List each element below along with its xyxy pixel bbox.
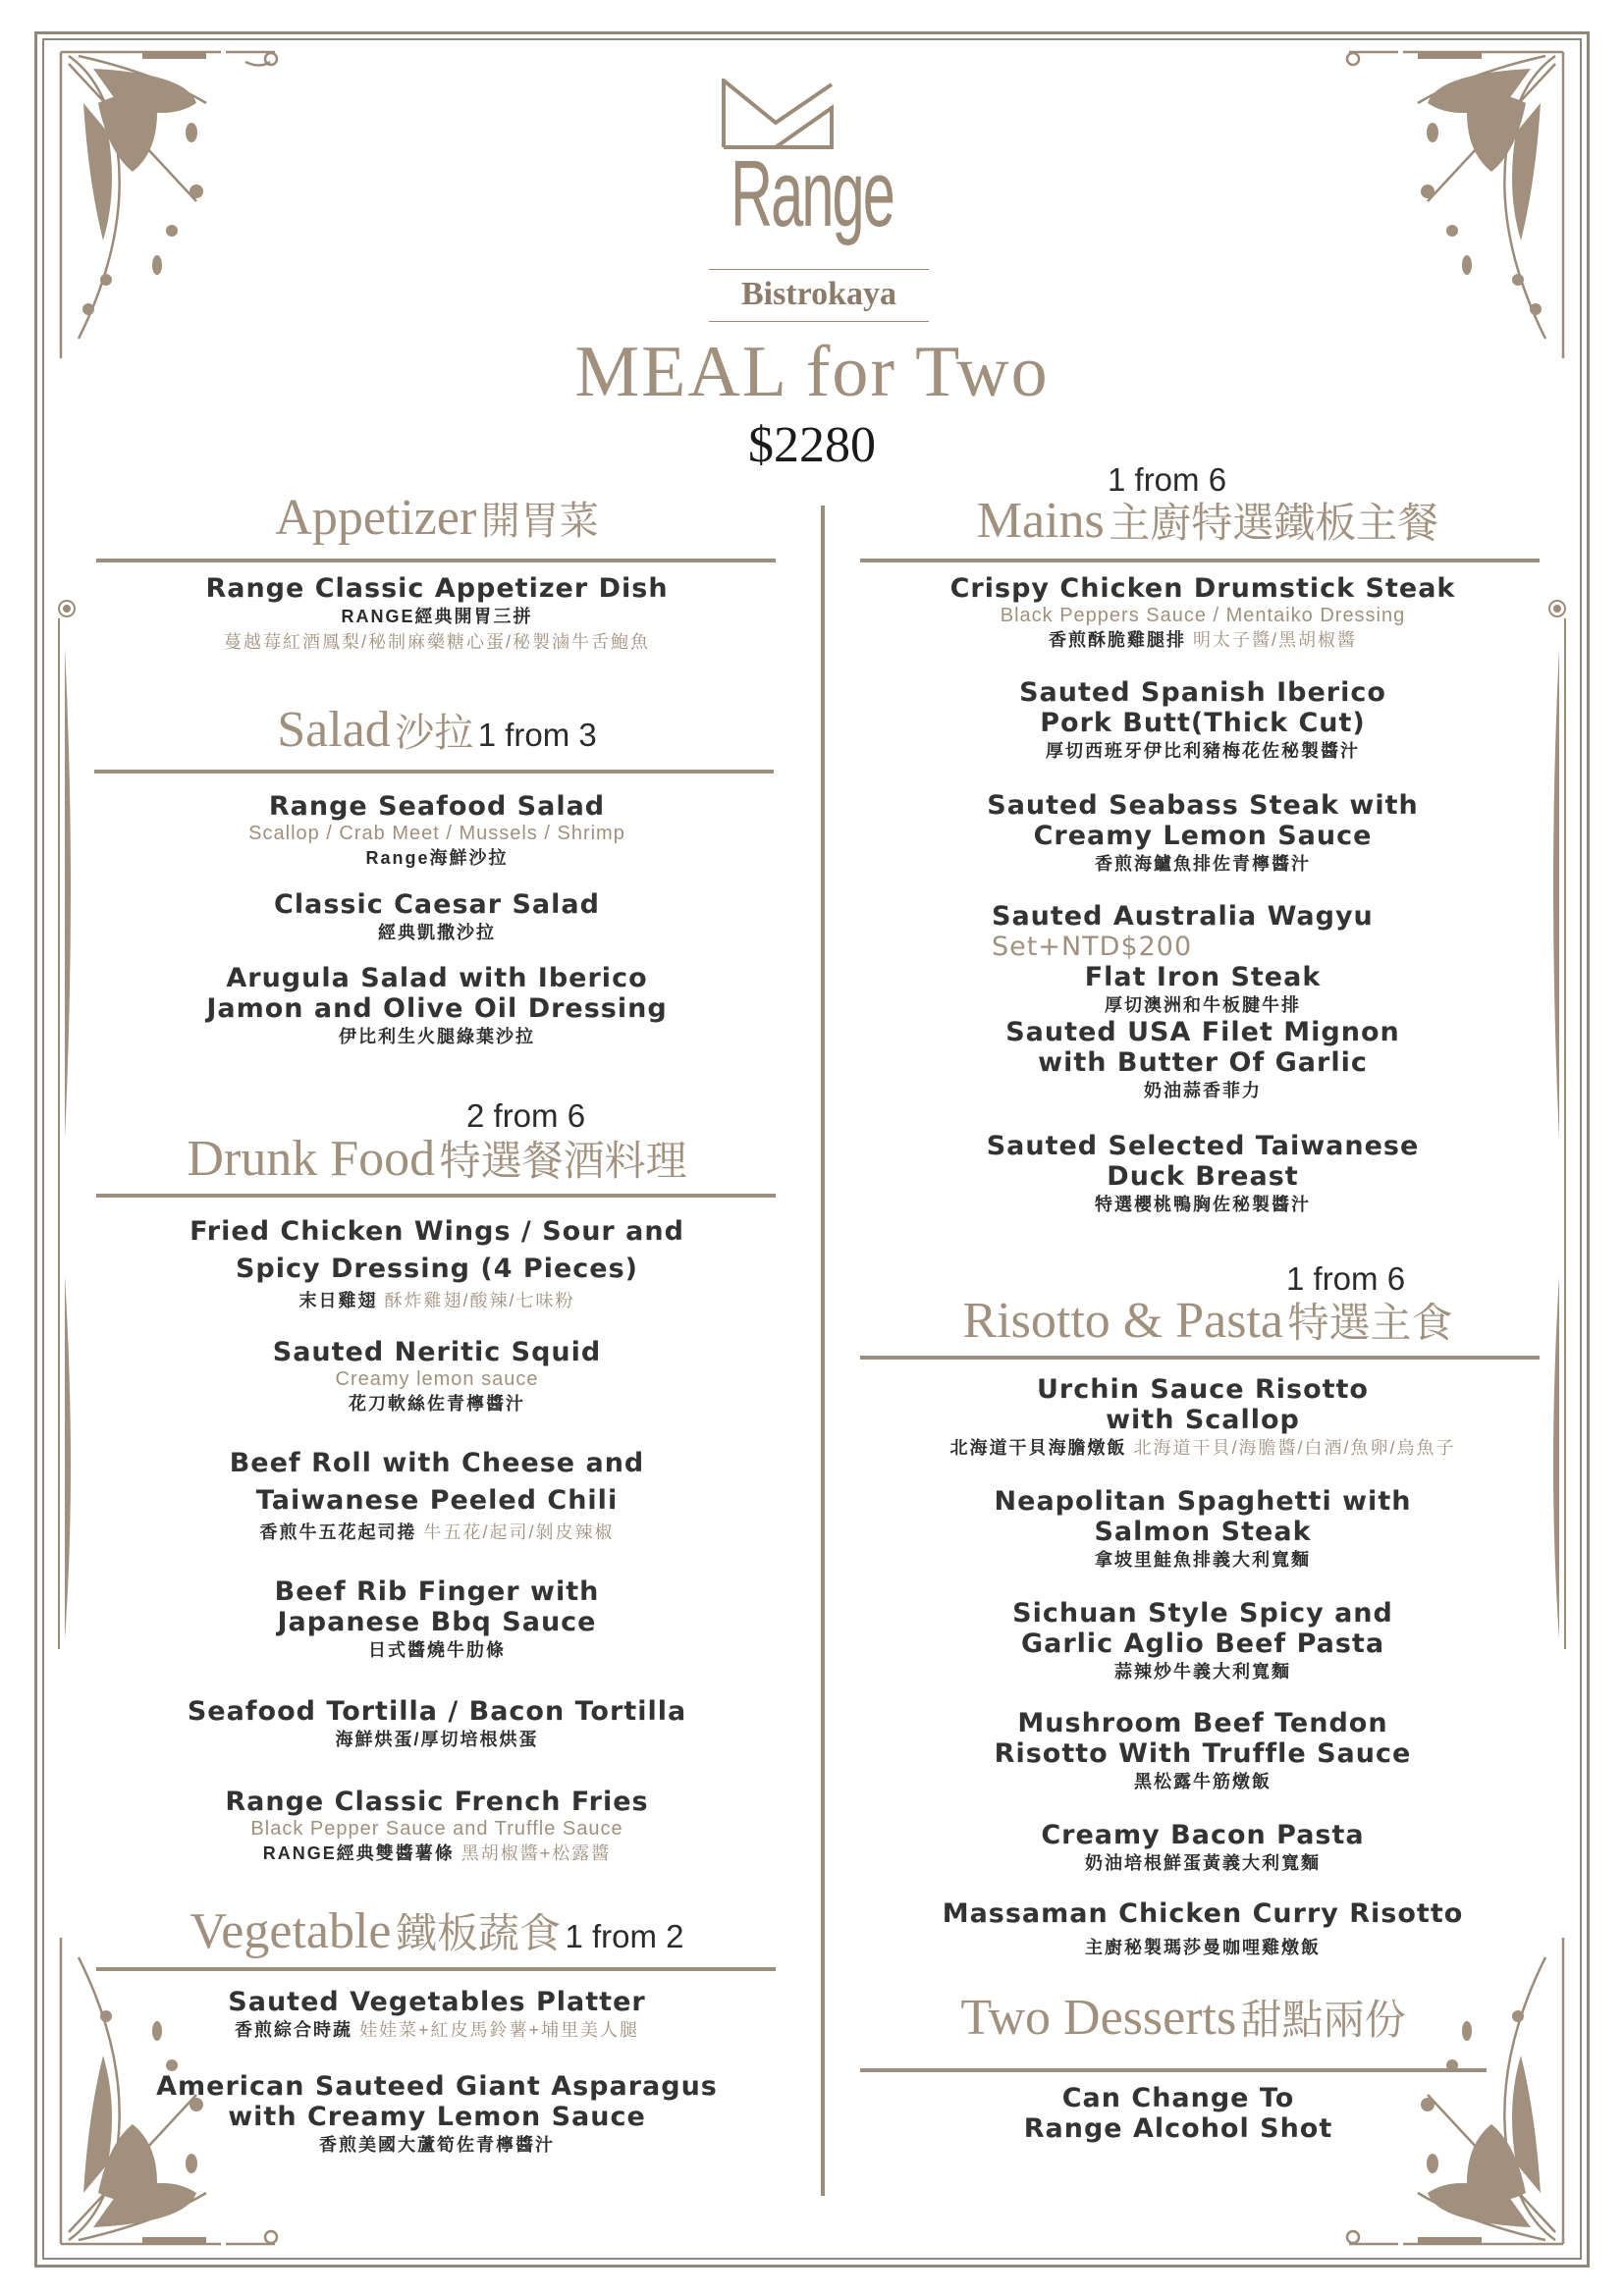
item-note: Black Pepper Sauce and Truffle Sauce — [250, 1818, 623, 1840]
section-title-zh: 開胃菜 — [480, 499, 599, 543]
item-name-zh: 厚切西班牙伊比利豬梅花佐秘製醬汁 — [1046, 741, 1360, 761]
item-name: Sauted Vegetables Platter — [228, 1987, 646, 2017]
item-name: Sichuan Style Spicy and — [1012, 1598, 1393, 1629]
item-name-line2: Taiwanese Peeled Chili — [255, 1485, 619, 1516]
item-name-line2: Garlic Aglio Beef Pasta — [1020, 1629, 1385, 1659]
section-rule — [96, 559, 776, 562]
menu-item — [98, 2071, 776, 2158]
item-name: Sauted Selected Taiwanese — [986, 1131, 1420, 1161]
section-rule — [96, 1194, 776, 1198]
item-name: Can Change To — [1061, 2083, 1295, 2113]
item-name-line2: with Scallop — [1106, 1405, 1300, 1435]
section-title-zh: 鐵板蔬食 — [395, 1912, 561, 1957]
item-ingredients-zh: 牛五花/起司/剝皮辣椒 — [423, 1522, 615, 1542]
item-note: Black Peppers Sauce / Mentaiko Dressing — [1000, 605, 1406, 626]
item-name-line2: Pork Butt(Thick Cut) — [1040, 708, 1366, 738]
section-title: Drunk Food — [187, 1131, 436, 1187]
item-name: Range Classic Appetizer Dish — [205, 573, 669, 604]
section-title: Vegetable — [189, 1903, 392, 1959]
section-rule — [860, 2068, 1487, 2072]
item-name-zh: 海鮮烘蛋/厚切培根烘蛋 — [335, 1730, 539, 1749]
section-choice-count: 2 from 6 — [466, 1097, 586, 1134]
menu-item — [864, 1820, 1542, 1876]
section-title-zh: 特選主食 — [1287, 1302, 1453, 1347]
menu-item — [98, 1576, 776, 1663]
menu-item — [98, 1987, 776, 2043]
item-name-line2: Spicy Dressing (4 Pieces) — [235, 1254, 639, 1284]
item-sauces-zh: 明太子醬/黑胡椒醬 — [1193, 630, 1358, 650]
section-drunk-food-heading — [98, 1131, 776, 1187]
menu-item — [864, 573, 1542, 653]
set-price: $2280 — [748, 417, 876, 473]
item-name-zh: RANGE經典雙醬薯條 — [262, 1843, 455, 1863]
section-title: Appetizer — [275, 490, 477, 546]
menu-item — [854, 1374, 1551, 1461]
section-title: Mains — [976, 493, 1105, 549]
section-title-zh: 沙拉 — [395, 711, 474, 755]
section-choice-count: 1 from 3 — [477, 717, 597, 753]
item-name-line2: Salmon Steak — [1094, 1517, 1312, 1547]
item-name-zh: 香煎酥脆雞腿排 — [1048, 630, 1186, 650]
item-ingredients-zh: 酥炸雞翅/酸辣/七味粉 — [384, 1291, 575, 1310]
corner-ornament-icon — [49, 44, 285, 378]
section-title-zh: 特選餐酒料理 — [439, 1140, 687, 1185]
item-note-zh: 蔓越莓紅酒鳳梨/秘制麻藥糖心蛋/秘製滷牛舌鮑魚 — [224, 632, 650, 652]
item-name-zh: 拿坡里鮭魚排義大利寬麵 — [1095, 1550, 1311, 1570]
item-name: Seafood Tortilla / Bacon Tortilla — [187, 1696, 687, 1727]
section-title: Risotto & Pasta — [962, 1293, 1283, 1349]
item-note: Scallop / Crab Meet / Mussels / Shrimp — [248, 823, 625, 844]
item-name-zh: 香煎美國大蘆筍佐青檸醬汁 — [319, 2135, 555, 2155]
item-name-zh: 經典凱撒沙拉 — [378, 923, 496, 942]
section-rule — [96, 1967, 776, 1971]
item-name: American Sauteed Giant Asparagus — [156, 2071, 718, 2102]
menu-item — [98, 791, 776, 871]
item-name: Fried Chicken Wings / Sour and — [189, 1216, 684, 1247]
item-name-line2: Duck Breast — [1107, 1161, 1299, 1192]
item-name: Neapolitan Spaghetti with — [994, 1486, 1412, 1517]
menu-item — [864, 1017, 1542, 1103]
section-choice-count: 1 from 6 — [1286, 1260, 1406, 1297]
menu-item — [98, 1696, 776, 1752]
item-name-zh: RANGE經典開胃三拼 — [341, 607, 533, 626]
item-name-zh: 末日雞翅 — [298, 1291, 378, 1310]
item-name-line2: Risotto With Truffle Sauce — [994, 1738, 1412, 1769]
item-name: Beef Rib Finger with — [274, 1576, 600, 1607]
item-name-zh: 奶油培根鮮蛋黃義大利寬麵 — [1085, 1853, 1321, 1873]
section-choice-count: 1 from 6 — [1108, 461, 1227, 498]
item-name-line2: with Butter Of Garlic — [1038, 1047, 1368, 1078]
item-name-zh: 厚切澳洲和牛板腱牛排 — [1105, 995, 1301, 1015]
item-sauces-zh: 黑胡椒醬+松露醬 — [460, 1843, 612, 1863]
menu-item — [98, 963, 776, 1049]
item-name: Sauted Australia Wagyu — [992, 901, 1374, 932]
item-name-zh: 花刀軟絲佐青檸醬汁 — [349, 1394, 525, 1414]
section-desserts-heading — [869, 1990, 1497, 2046]
item-name: Crispy Chicken Drumstick Steak — [949, 573, 1456, 604]
page-title: MEAL for Two — [574, 332, 1050, 412]
item-name: Range Seafood Salad — [268, 791, 606, 822]
section-salad-heading — [98, 702, 776, 758]
section-rule — [860, 1356, 1540, 1360]
side-flourish-icon — [55, 589, 94, 1669]
menu-item — [864, 790, 1542, 877]
section-title-zh: 主廚特選鐵板主餐 — [1109, 502, 1439, 547]
section-title-zh: 甜點兩份 — [1240, 1999, 1406, 2044]
corner-ornament-icon — [1339, 44, 1575, 378]
item-name-zh: 北海道干貝海膽燉飯 — [949, 1438, 1127, 1458]
item-name-zh: 香煎牛五花起司捲 — [259, 1522, 417, 1542]
section-choice-count: 1 from 2 — [565, 1918, 684, 1954]
menu-item — [864, 901, 1542, 1018]
menu-item — [864, 1486, 1542, 1573]
menu-item — [864, 1708, 1542, 1794]
menu-item — [864, 1131, 1542, 1217]
item-name: Sauted Seabass Steak with — [987, 790, 1419, 821]
section-risotto-pasta-heading — [869, 1293, 1546, 1349]
item-name: Arugula Salad with Iberico — [226, 963, 648, 993]
menu-item — [98, 573, 776, 655]
item-name-zh: 特選櫻桃鴨胸佐秘製醬汁 — [1095, 1195, 1311, 1214]
item-name-line2: Jamon and Olive Oil Dressing — [206, 993, 668, 1024]
column-divider — [821, 506, 825, 2196]
item-note: Creamy lemon sauce — [335, 1368, 539, 1390]
section-mains-heading — [869, 493, 1546, 549]
section-title: Two Desserts — [960, 1990, 1237, 2046]
item-name-line2: Flat Iron Steak — [1084, 962, 1322, 992]
menu-item — [98, 1445, 776, 1545]
item-name: Sauted USA Filet Mignon — [1005, 1017, 1400, 1047]
item-name: Sauted Spanish Iberico — [1019, 677, 1386, 708]
item-name: Classic Caesar Salad — [274, 889, 600, 920]
menu-item — [98, 1787, 776, 1866]
item-name: Sauted Neritic Squid — [272, 1337, 602, 1367]
item-name-line2: Japanese Bbq Sauce — [277, 1607, 597, 1637]
item-name-zh: 日式醬燒牛肋條 — [368, 1640, 506, 1660]
section-rule — [94, 770, 774, 774]
brand-subtitle: Bistrokaya — [709, 269, 929, 322]
item-name: Range Classic French Fries — [225, 1787, 649, 1817]
item-name-zh: 伊比利生火腿綠葉沙拉 — [339, 1027, 535, 1046]
item-name-zh: 蒜辣炒牛義大利寬麵 — [1114, 1662, 1291, 1682]
item-ingredients-zh: 娃娃菜+紅皮馬鈴薯+埔里美人腿 — [358, 2020, 640, 2040]
surcharge-badge: Set+NTD$200 — [992, 932, 1193, 962]
item-name-zh: 香煎海鱸魚排佐青檸醬汁 — [1095, 854, 1311, 874]
section-appetizer-heading — [98, 490, 776, 546]
item-name: Massaman Chicken Curry Risotto — [942, 1898, 1464, 1929]
brand-name: Range — [730, 141, 894, 246]
menu-item — [864, 2083, 1492, 2144]
menu-item — [864, 677, 1542, 764]
menu-item — [98, 1213, 776, 1313]
item-name: Urchin Sauce Risotto — [1037, 1374, 1369, 1405]
item-name-line2: with Creamy Lemon Sauce — [228, 2102, 646, 2132]
item-name-zh: 香煎綜合時蔬 — [234, 2020, 352, 2040]
item-ingredients-zh: 北海道干貝/海膽醬/白酒/魚卵/烏魚子 — [1133, 1438, 1456, 1458]
menu-item — [864, 1898, 1542, 1960]
item-name: Creamy Bacon Pasta — [1041, 1820, 1365, 1850]
item-name-line2: Range Alcohol Shot — [1023, 2113, 1333, 2144]
menu-item — [864, 1598, 1542, 1684]
item-name: Beef Roll with Cheese and — [229, 1448, 645, 1478]
section-vegetable-heading — [98, 1903, 776, 1959]
item-name-zh: 黑松露牛筋燉飯 — [1134, 1772, 1272, 1791]
section-rule — [860, 559, 1540, 562]
item-name: Mushroom Beef Tendon — [1017, 1708, 1388, 1738]
menu-item — [98, 1337, 776, 1416]
item-name-zh: 奶油蒜香菲力 — [1144, 1081, 1262, 1100]
item-name-zh: Range海鮮沙拉 — [365, 848, 509, 868]
section-title: Salad — [277, 702, 391, 758]
item-name-zh: 主廚秘製瑪莎曼咖哩雞燉飯 — [1085, 1938, 1321, 1957]
range-logo-icon — [722, 79, 835, 151]
menu-item — [98, 889, 776, 945]
item-name-line2: Creamy Lemon Sauce — [1033, 821, 1373, 851]
